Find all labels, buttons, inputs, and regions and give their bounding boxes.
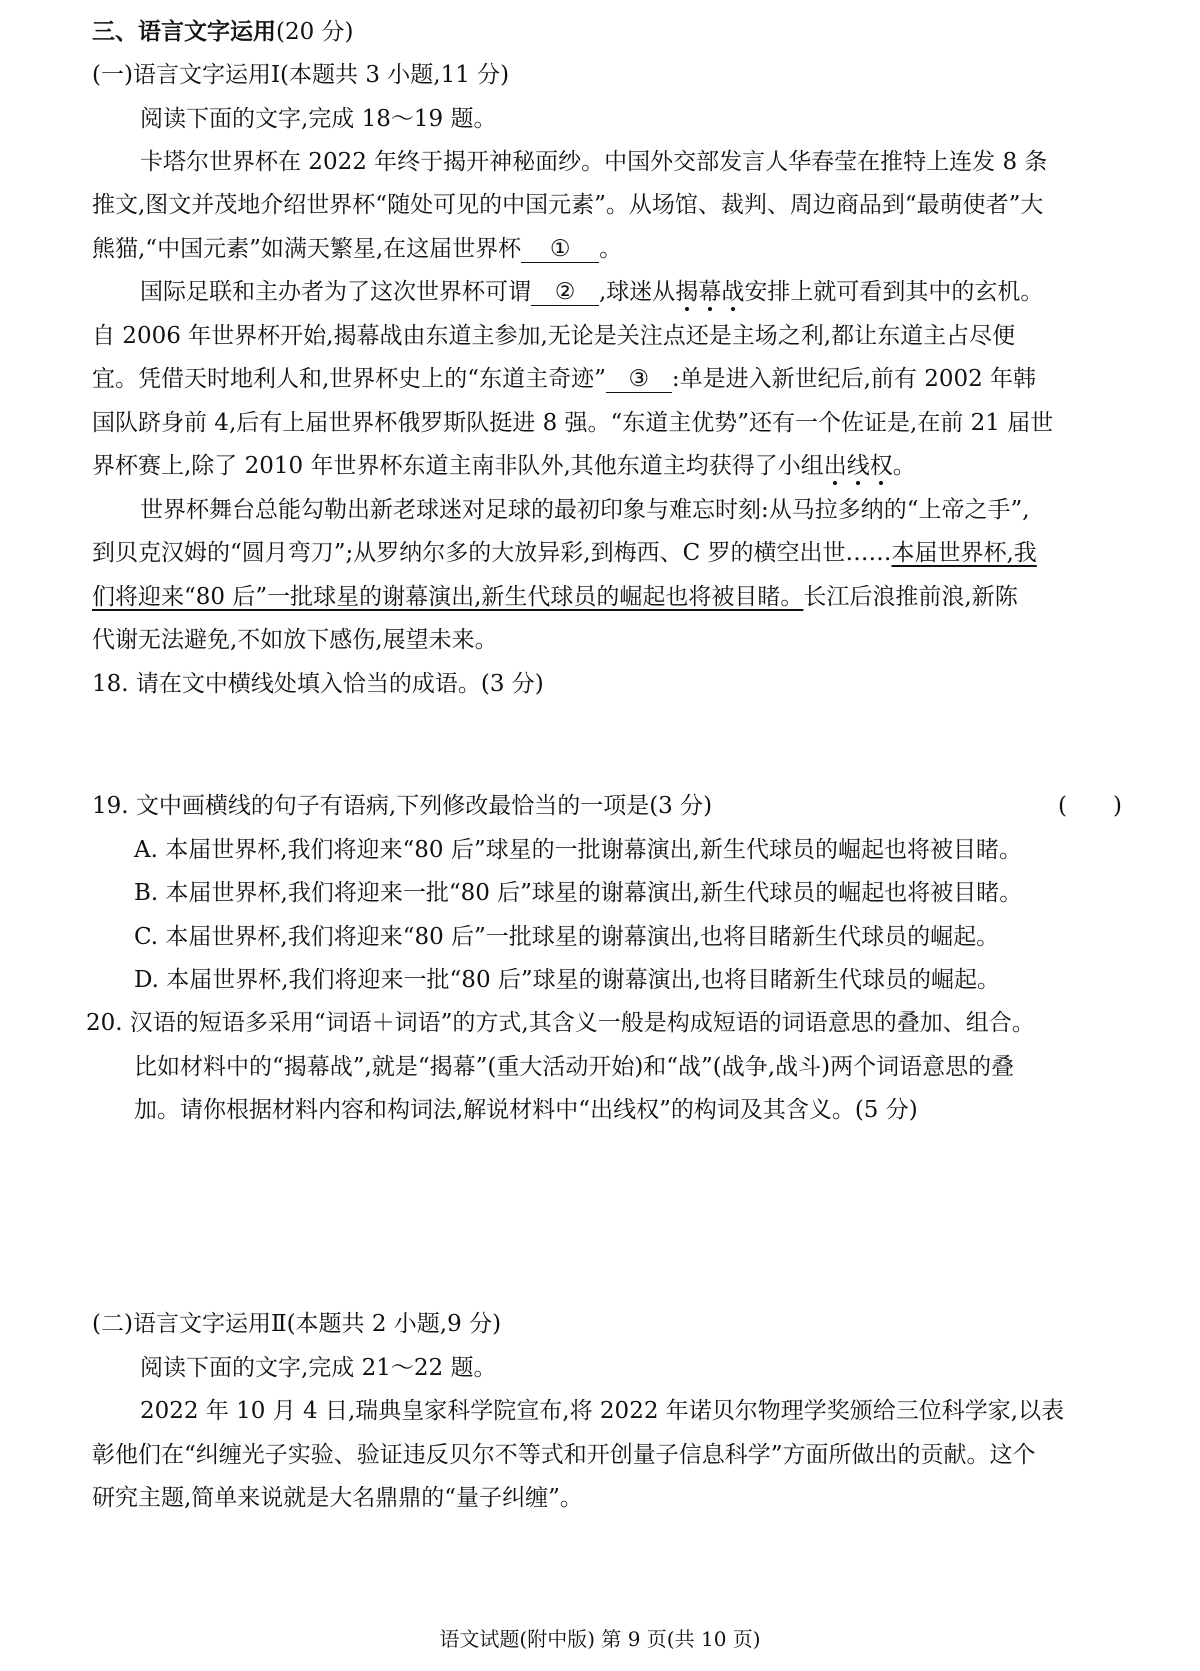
para2-line3-end: :单是进入新世纪后,前有 2002 年韩 [671, 366, 1037, 392]
option-d: D. 本届世界杯,我们将迎来一批“80 后”球星的谢幕演出,也将目睹新生代球员的崛起。 [134, 967, 1000, 993]
question-19-text: 19. 文中画横线的句子有语病,下列修改最恰当的一项是(3 分) [92, 793, 713, 819]
para2-line1-end: 安排上就可看到其中的玄机。 [744, 279, 1044, 305]
para2-line5-end: 。 [892, 453, 916, 479]
blank-1: ① [521, 236, 599, 263]
para3-line1: 世界杯舞台总能勾勒出新老球迷对足球的最初印象与难忘时刻:从马拉多纳的“上帝之手”, [140, 497, 1030, 523]
para2-line3-text: 宜。凭借天时地利人和,世界杯史上的“东道主奇迹” [92, 366, 606, 392]
section-title-text: 三、语言文字运用 [92, 18, 276, 45]
question-20-line2: 比如材料中的“揭幕战”,就是“揭幕”(重大活动开始)和“战”(战争,战斗)两个词语意思的叠 [134, 1054, 1015, 1080]
underlined-sentence: 们将迎来“80 后”一批球星的谢幕演出,新生代球员的崛起也将被目睹。 [92, 584, 804, 610]
emphasis-char: 幕 [698, 279, 722, 305]
emphasis-char: 战 [721, 279, 745, 305]
para3-line2 [92, 537, 1037, 569]
emphasis-char: 线 [846, 453, 870, 479]
para2-line4: 国队跻身前 4,后有上届世界杯俄罗斯队挺进 8 强。“东道主优势”还有一个佐证是,在前 21 届世 [92, 410, 1054, 436]
para2-line3 [92, 363, 1036, 395]
section-score: (20 分) [276, 19, 354, 45]
para3-line3 [92, 581, 1018, 613]
blank-2: ② [531, 279, 599, 306]
para3-line3-end: 长江后浪推前浪,新陈 [803, 584, 1018, 610]
para2-line5 [92, 450, 916, 482]
para2-line5-text: 界杯赛上,除了 2010 年世界杯东道主南非队外,其他东道主均获得了小组 [92, 453, 824, 479]
option-c: C. 本届世界杯,我们将迎来“80 后”一批球星的谢幕演出,也将目睹新生代球员的崛起。 [134, 924, 1000, 950]
part1-instruction: 阅读下面的文字,完成 18～19 题。 [140, 106, 497, 132]
para1-line1: 卡塔尔世界杯在 2022 年终于揭开神秘面纱。中国外交部发言人华春莹在推特上连发 8 条 [140, 149, 1048, 175]
para2-line1 [140, 276, 1043, 308]
para1-line3-text: 熊猫,“中国元素”如满天繁星,在这届世界杯 [92, 236, 522, 262]
para1-line3 [92, 233, 622, 265]
section-title [92, 16, 354, 48]
blank-3: ③ [606, 366, 672, 393]
part2-instruction: 阅读下面的文字,完成 21～22 题。 [140, 1355, 497, 1381]
question-20-line3: 加。请你根据材料内容和构词法,解说材料中“出线权”的构词及其含义。(5 分) [134, 1097, 918, 1123]
para1-line2: 推文,图文并茂地介绍世界杯“随处可见的中国元素”。从场馆、裁判、周边商品到“最萌使者”大 [92, 192, 1044, 218]
para2-line1-text: 国际足联和主办者为了这次世界杯可谓 [140, 279, 531, 305]
para3-line2-text: 到贝克汉姆的“圆月弯刀”;从罗纳尔多的大放异彩,到梅西、C 罗的横空出世…… [92, 540, 892, 566]
para2-line1-mid: ,球迷从 [599, 279, 676, 305]
part2-line1: 2022 年 10 月 4 日,瑞典皇家科学院宣布,将 2022 年诺贝尔物理学奖颁给三位科学家,以表 [140, 1398, 1065, 1424]
answer-parentheses: ( ) [1058, 793, 1122, 819]
question-20-line1: 20. 汉语的短语多采用“词语＋词语”的方式,其含义一般是构成短语的词语意思的叠加、组合。 [86, 1010, 1035, 1036]
option-a: A. 本届世界杯,我们将迎来“80 后”球星的一批谢幕演出,新生代球员的崛起也将被目睹。 [134, 837, 1022, 863]
part2-heading: (二)语言文字运用Ⅱ(本题共 2 小题,9 分) [92, 1311, 502, 1337]
para3-line4: 代谢无法避免,不如放下感伤,展望未来。 [92, 627, 498, 653]
option-b: B. 本届世界杯,我们将迎来一批“80 后”球星的谢幕演出,新生代球员的崛起也将被目睹。 [134, 880, 1023, 906]
para2-line2: 自 2006 年世界杯开始,揭幕战由东道主参加,无论是关注点还是主场之利,都让东道主占尽便 [92, 323, 1016, 349]
page-footer: 语文试题(附中版) 第 9 页(共 10 页) [439, 1627, 761, 1651]
question-18: 18. 请在文中横线处填入恰当的成语。(3 分) [92, 671, 544, 697]
para1-line3-end: 。 [599, 236, 623, 262]
part2-line3: 研究主题,简单来说就是大名鼎鼎的“量子纠缠”。 [92, 1485, 583, 1511]
emphasis-char: 出 [823, 453, 847, 479]
part1-heading: (一)语言文字运用Ⅰ(本题共 3 小题,11 分) [92, 62, 510, 88]
underlined-sentence: 本届世界杯,我 [891, 540, 1037, 566]
emphasis-char: 揭 [675, 279, 699, 305]
question-19-stem [92, 790, 1122, 822]
emphasis-char: 权 [869, 453, 893, 479]
part2-line2: 彰他们在“纠缠光子实验、验证违反贝尔不等式和开创量子信息科学”方面所做出的贡献。这个 [92, 1442, 1036, 1468]
